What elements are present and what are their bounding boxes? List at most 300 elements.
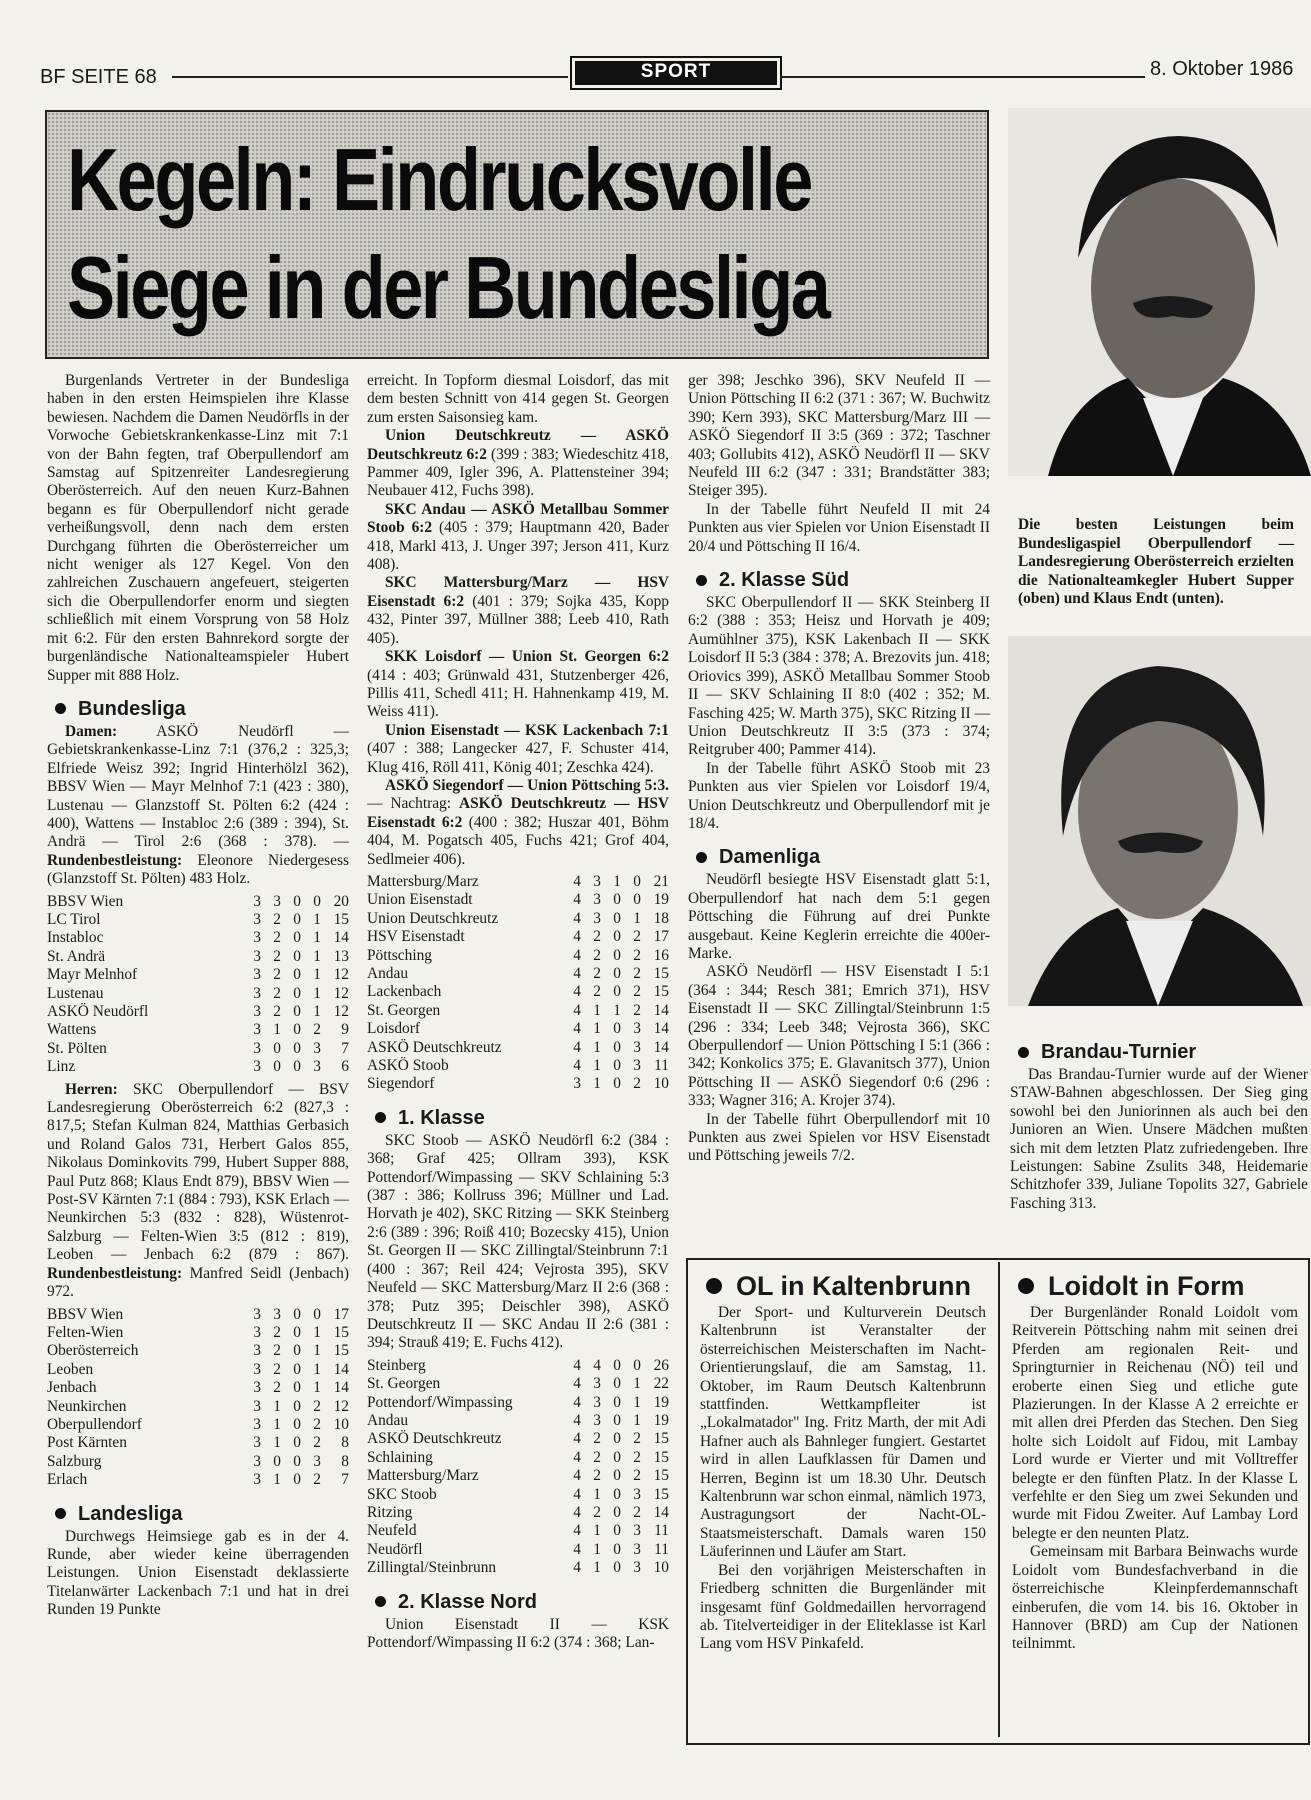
stat-cell: 1	[313, 910, 321, 928]
stat-cell: 0	[273, 1058, 281, 1076]
loidolt-p2: Gemeinsam mit Barbara Beinwachs wurde Loidolt vom Bundesfachverband in die österreichische Kleinpferdemannschaft einberufen, die vom 14. bis 16. Oktober in Hannover (BRD) am Cup der Nationen teilnimmt.	[1012, 1543, 1298, 1653]
stat-cell: 4	[573, 1375, 581, 1393]
headline-line2: Siege in der Bundesliga	[67, 238, 829, 337]
stat-cell: 4	[573, 1540, 581, 1558]
stat-cell: 1	[313, 1342, 321, 1360]
points-cell: 14	[333, 929, 349, 947]
stat-cell: 2	[593, 1448, 601, 1466]
stat-cell: 3	[573, 1075, 581, 1093]
stat-cell: 2	[313, 1434, 321, 1452]
game-details: (401 : 379; Sojka 435, Kopp 432, Pinter 397, Müllner 388; Leeb 410, Rath 405).	[367, 592, 669, 647]
table-row	[47, 1040, 349, 1058]
team-name: Steinberg	[367, 1356, 426, 1374]
table-row	[367, 910, 669, 928]
brandau-text: Das Brandau-Turnier wurde auf der Wiener STAW-Bahnen abgeschlossen. Der Sieg ging sowohl bei den Juniorinnen als auch bei den Junioren an Wien. Unsere Mädchen mußten sich mit dem letzten Platz zufriedengeben. Ihre Leistungen: Sabine Zsulits 348, Heidemarie Schitzhofer 339, Juliane Topolits 327, Gabriele Fasching 313.	[1010, 1066, 1308, 1212]
table-row	[47, 1058, 349, 1076]
klasse1-text: SKC Stoob — ASKÖ Neudörfl 6:2 (384 : 368; Graf 425; Ollram 393), KSK Pottendorf/Wimpassing — SKV Schlaining 5:3 (387 : 386; Kollruss 396; Müllner und Lad. Horvath je 402), SKC Ritzing — SKK Steinberg 2:6 (389 : 396; Roiß 410; Bozecsky 415), Union St. Georgen II — SKC Zillingtal/Steinbrunn 7:1 (400 : 367; Reil 424; Vejrosta 395), SKV Neufeld — SKC Mattersburg/Marz II 2:6 (368 : 378; Putz 395; Deischler 398), ASKÖ Deutschkreutz II — SKC Andau II 2:6 (381 : 394; Strauß 419; E. Fuchs 412).	[367, 1131, 669, 1352]
stat-cell: 2	[633, 946, 641, 964]
stat-cell: 1	[313, 947, 321, 965]
team-name: Oberösterreich	[47, 1342, 139, 1360]
header-rule-left	[172, 76, 568, 78]
portrait-image	[1008, 636, 1311, 1006]
stat-cell: 3	[253, 947, 261, 965]
table-row	[47, 948, 349, 966]
stat-cell: 4	[573, 909, 581, 927]
stat-cell: 2	[313, 1415, 321, 1433]
points-cell: 10	[653, 1559, 669, 1577]
stat-cell: 4	[573, 946, 581, 964]
game6-title: ASKÖ Siegendorf — Union Pöttsching 5:3.	[385, 776, 669, 794]
table-row	[47, 1003, 349, 1021]
stat-cell: 3	[253, 910, 261, 928]
team-name: Mattersburg/Marz	[367, 1467, 479, 1485]
table-row	[47, 985, 349, 1003]
team-name: St. Andrä	[47, 947, 106, 965]
table-row	[367, 1504, 669, 1522]
stat-cell: 0	[313, 892, 321, 910]
stat-cell: 3	[253, 1452, 261, 1470]
team-name: St. Georgen	[367, 1001, 441, 1019]
stat-cell: 0	[293, 1039, 301, 1057]
table-row	[367, 1412, 669, 1430]
stat-cell: 3	[253, 1323, 261, 1341]
klasse2-sued-heading	[688, 568, 990, 592]
team-name: ASKÖ Deutschkreutz	[367, 1038, 502, 1056]
stat-cell: 3	[633, 1020, 641, 1038]
game-details: (399 : 383; Wiedeschitz 418, Pammer 409, Igler 396, A. Plattensteiner 394; Neubauer 412, Fuchs 398).	[367, 445, 669, 500]
section-label-box	[570, 56, 782, 90]
klasse2-sued-title: 2. Klasse Süd	[719, 569, 850, 592]
table-row	[47, 1416, 349, 1434]
stat-cell: 0	[273, 1039, 281, 1057]
table-row	[47, 1471, 349, 1489]
points-cell: 17	[333, 1305, 349, 1323]
col3-continuation: ger 398; Jeschko 396), SKV Neufeld II — Union Pöttsching II 6:2 (371 : 367; W. Buchwitz 390; Kern 393), SKC Mattersburg/Marz III — ASKÖ Siegendorf II 3:5 (369 : 372; Taschner 403; Gollubits 412), ASKÖ Neudörfl II — SKV Neufeld III 6:2 (347 : 331; Brandstätter 383; Steiger 395).	[688, 372, 990, 500]
klasse2-nord-title: 2. Klasse Nord	[398, 1590, 537, 1613]
points-cell: 14	[653, 1038, 669, 1056]
bullet-icon	[696, 852, 707, 863]
stat-cell: 0	[273, 1452, 281, 1470]
headline-line1: Kegeln: Eindrucksvolle	[67, 130, 811, 229]
column-2	[367, 372, 669, 1652]
table-row	[367, 1467, 669, 1485]
table-row	[367, 1057, 669, 1075]
team-name: Neufeld	[367, 1522, 417, 1540]
table-row	[367, 1075, 669, 1093]
stat-cell: 2	[633, 965, 641, 982]
photo-hubert-supper	[1008, 108, 1311, 476]
stat-cell: 1	[593, 1559, 601, 1577]
stat-cell: 0	[613, 1038, 621, 1056]
table-row	[367, 947, 669, 965]
stat-cell: 3	[593, 891, 601, 909]
team-name: LC Tirol	[47, 910, 101, 928]
klasse2-nord-text: Union Eisenstadt II — KSK Pottendorf/Wimpassing II 6:2 (374 : 368; Lan-	[367, 1615, 669, 1651]
photo-caption: Die besten Leistungen beim Bundesligaspiel Oberpullendorf — Landesregierung Oberösterreich erzielten die Nationalteamkegler Hubert Supper (oben) und Klaus Endt (unten).	[1018, 516, 1294, 608]
ol-heading	[700, 1270, 986, 1302]
team-name: Oberpullendorf	[47, 1415, 142, 1433]
bullet-icon	[1018, 1278, 1034, 1294]
table-row	[47, 1021, 349, 1039]
points-cell: 9	[341, 1021, 349, 1039]
stat-cell: 0	[293, 1305, 301, 1323]
stat-cell: 1	[633, 1393, 641, 1411]
stat-cell: 2	[593, 1430, 601, 1448]
box-divider	[998, 1262, 1000, 1737]
table-row	[367, 983, 669, 1001]
team-name: ASKÖ Deutschkreutz	[367, 1430, 502, 1448]
damen-standings-table	[47, 893, 349, 1077]
points-cell: 26	[653, 1356, 669, 1374]
stat-cell: 0	[613, 1393, 621, 1411]
herren-best: Manfred Seidl (Jenbach) 972.	[47, 1264, 349, 1301]
stat-cell: 2	[633, 983, 641, 1001]
stat-cell: 1	[613, 872, 621, 890]
damenliga-p2: ASKÖ Neudörfl — HSV Eisenstadt I 5:1 (364 : 344; Resch 381; Emrich 371), HSV Eisenstadt II — SKC Zillingtal/Steinbrunn 1:5 (296 : 334; Leeb 348; Vejrosta 366), SKC Oberpullendorf — Union Pöttsching I 5:1 (366 : 342; Konkolics 375; E. Glavanitsch 377), Union Pöttsching II — ASKÖ Siegendorf 0:6 (296 : 333; Wagner 316; A. Krojer 374).	[688, 963, 990, 1110]
stat-cell: 3	[253, 1471, 261, 1489]
table-row	[47, 966, 349, 984]
points-cell: 14	[333, 1379, 349, 1397]
stat-cell: 0	[613, 1430, 621, 1448]
damenliga-p3: In der Tabelle führt Oberpullendorf mit 10 Punkten aus zwei Spielen vor HSV Eisenstadt und Pöttsching jeweils 7/2.	[688, 1110, 990, 1165]
points-cell: 14	[653, 1503, 669, 1521]
klasse1-heading	[367, 1106, 669, 1130]
stat-cell: 0	[293, 1434, 301, 1452]
game-title: SKC Andau — ASKÖ Metallbau Sommer Stoob 6:2	[367, 500, 669, 537]
bundesliga-title: Bundesliga	[78, 697, 186, 720]
game-details: (405 : 379; Hauptmann 420, Bader 418, Markl 413, J. Unger 397; Jerson 411, Kurz 408).	[367, 519, 669, 574]
table-row	[47, 929, 349, 947]
table-row	[47, 1434, 349, 1452]
stat-cell: 1	[593, 1522, 601, 1540]
stat-cell: 2	[273, 1360, 281, 1378]
stat-cell: 0	[293, 1058, 301, 1076]
loidolt-title: Loidolt in Form	[1048, 1271, 1245, 1301]
stat-cell: 3	[253, 892, 261, 910]
points-cell: 11	[654, 1522, 669, 1540]
stat-cell: 0	[293, 966, 301, 984]
col2-continuation: erreicht. In Topform diesmal Loisdorf, das mit dem besten Schnitt von 414 gegen St. Georgen zum ersten Saisonsieg kam.	[367, 372, 669, 426]
table-row	[367, 965, 669, 983]
damenliga-p1: Neudörfl besiegte HSV Eisenstadt glatt 5:1, Oberpullendorf hat nach dem 5:1 gegen Pöttsching die Führung auf drei Punkte ausgebaut. Keine Keglerin erreichte die 400er-Marke.	[688, 871, 990, 962]
points-cell: 14	[653, 1001, 669, 1019]
stat-cell: 3	[253, 1342, 261, 1360]
stat-cell: 0	[613, 1411, 621, 1429]
stat-cell: 2	[593, 983, 601, 1001]
table-row	[367, 1449, 669, 1467]
stat-cell: 0	[633, 872, 641, 890]
points-cell: 12	[333, 1003, 349, 1020]
team-name: Andau	[367, 965, 409, 982]
points-cell: 12	[333, 984, 349, 1002]
loidolt-heading	[1012, 1270, 1298, 1302]
stat-cell: 2	[593, 1467, 601, 1485]
loidolt-p1: Der Burgenländer Ronald Loidolt vom Reitverein Pöttsching nahm mit seinen drei Pferden am regionalen Reit- und Springturnier in Reichenau (NÖ) teil und eroberte einen Sieg und etliche gute Plazierungen. In der Klasse A 2 erreichte er mit allen drei Pferden das Stechen. Den Sieg holte sich Loidolt auf Fidou, mit Lambay Lord wurde er Vierter und mit Volltreffer belegte er den fünften Platz. In der Klasse L verfehlte er den Sieg um zwei Sekunden und wurde mit Fidou Zweiter. Auf Lambay Lord belegte er den neunten Platz.	[1012, 1304, 1298, 1542]
stat-cell: 1	[273, 1415, 281, 1433]
game-title: Union Deutschkreutz — ASKÖ Deutschkreutz 6:2	[367, 427, 669, 463]
points-cell: 12	[333, 1397, 349, 1415]
ol-title: OL in Kaltenbrunn	[736, 1271, 971, 1301]
stat-cell: 0	[613, 909, 621, 927]
stat-cell: 1	[273, 1397, 281, 1415]
stat-cell: 2	[273, 1342, 281, 1360]
game-result	[367, 722, 669, 777]
team-name: HSV Eisenstadt	[367, 928, 465, 946]
stat-cell: 2	[633, 1001, 641, 1019]
stat-cell: 1	[593, 1038, 601, 1056]
stat-cell: 2	[273, 1323, 281, 1341]
ol-p1: Der Sport- und Kulturverein Deutsch Kaltenbrunn ist Veranstalter der österreichischen Meisterschaften im Nacht-Orientierungslauf, die am Samstag, 11. Oktober, im Raum Deutsch Kaltenbrunn stattfinden. Wettkampfleiter ist „Lokalmatador" Ing. Fritz Marth, der mit Adi Hafner auch als Bahnleger fungiert. Gestartet wird in allen Laufklassen für Damen und Herren, Beginn ist um 18.30 Uhr. Deutsch Kaltenbrunn war schon einmal, nämlich 1973, Austragungsort der Nacht-OL-Staatsmeisterschaft. Damals waren 150 Läuferinnen und Läufer am Start.	[700, 1304, 986, 1561]
table-row	[367, 1486, 669, 1504]
stat-cell: 0	[613, 928, 621, 946]
points-cell: 15	[653, 1430, 669, 1448]
table-row	[367, 1357, 669, 1375]
stat-cell: 2	[313, 1021, 321, 1039]
stat-cell: 0	[613, 983, 621, 1001]
stat-cell: 2	[313, 1471, 321, 1489]
team-name: Zillingtal/Steinbrunn	[367, 1559, 497, 1577]
stat-cell: 0	[613, 965, 621, 982]
stat-cell: 3	[253, 1415, 261, 1433]
team-name: Schlaining	[367, 1448, 433, 1466]
team-name: Union Deutschkreutz	[367, 909, 499, 927]
team-name: Pottendorf/Wimpassing	[367, 1393, 513, 1411]
points-cell: 11	[654, 1540, 669, 1558]
klasse1-standings-table	[367, 1357, 669, 1578]
team-name: Instabloc	[47, 929, 104, 947]
game6-nachtrag: — Nachtrag:	[367, 795, 459, 813]
stat-cell: 1	[313, 1360, 321, 1378]
points-cell: 15	[653, 1485, 669, 1503]
stat-cell: 4	[573, 1393, 581, 1411]
stat-cell: 3	[253, 929, 261, 947]
stat-cell: 0	[293, 1323, 301, 1341]
stat-cell: 3	[253, 1039, 261, 1057]
ol-p2: Bei den vorjährigen Meisterschaften in Friedberg schnitten die Burgenländer mit insgesamt fünf Goldmedaillen hervorragend ab. Titelverteidiger in der Eliteklasse ist Karl Lang vom HSV Pinkafeld.	[700, 1561, 986, 1653]
stat-cell: 0	[613, 946, 621, 964]
stat-cell: 0	[293, 1021, 301, 1039]
table-row	[367, 1430, 669, 1448]
team-name: Andau	[367, 1411, 409, 1429]
stat-cell: 2	[633, 1075, 641, 1093]
article-ol-kaltenbrunn	[700, 1266, 986, 1654]
stat-cell: 2	[593, 965, 601, 982]
table-row	[367, 1522, 669, 1540]
points-cell: 19	[653, 1411, 669, 1429]
stat-cell: 4	[573, 1485, 581, 1503]
stat-cell: 1	[593, 1001, 601, 1019]
stat-cell: 4	[573, 983, 581, 1001]
stat-cell: 3	[633, 1038, 641, 1056]
points-cell: 21	[653, 872, 669, 890]
stat-cell: 2	[273, 929, 281, 947]
points-cell: 20	[333, 892, 349, 910]
points-cell: 15	[653, 1467, 669, 1485]
stat-cell: 1	[313, 966, 321, 984]
stat-cell: 0	[613, 1448, 621, 1466]
stat-cell: 0	[613, 1075, 621, 1093]
herren-best-label: Rundenbestleistung:	[47, 1264, 183, 1282]
stat-cell: 3	[253, 1434, 261, 1452]
table-row	[47, 1453, 349, 1471]
team-name: Lustenau	[47, 984, 104, 1002]
team-name: Erlach	[47, 1471, 88, 1489]
herren-standings-table	[47, 1306, 349, 1490]
team-name: Pöttsching	[367, 946, 432, 964]
stat-cell: 3	[593, 872, 601, 890]
stat-cell: 3	[313, 1452, 321, 1470]
stat-cell: 2	[633, 928, 641, 946]
herren-label: Herren:	[65, 1080, 118, 1098]
points-cell: 15	[333, 910, 349, 928]
issue-date: 8. Oktober 1986	[1150, 58, 1294, 80]
team-name: Ritzing	[367, 1503, 413, 1521]
stat-cell: 1	[313, 984, 321, 1002]
team-name: Salzburg	[47, 1452, 102, 1470]
stat-cell: 1	[273, 1021, 281, 1039]
brandau-title: Brandau-Turnier	[1041, 1041, 1197, 1063]
team-name: Lackenbach	[367, 983, 442, 1001]
stat-cell: 3	[633, 1559, 641, 1577]
page-label: BF SEITE 68	[40, 66, 157, 88]
stat-cell: 1	[613, 1001, 621, 1019]
team-name: BBSV Wien	[47, 892, 124, 910]
stat-cell: 0	[613, 1522, 621, 1540]
team-name: Leoben	[47, 1360, 94, 1378]
stat-cell: 1	[313, 1323, 321, 1341]
herren-results: SKC Oberpullendorf — BSV Landesregierung Oberösterreich 6:2 (827,3 : 817,5; Stefan Kulman 824, Matthias Gerbasich und Roland Galos 731, Herbert Galos 855, Nikolaus Dominkovits 799, Hubert Supper 888, Paul Putz 868; Klaus Endt 879), BBSV Wien — Post-SV Kärnten 7:1 (884 : 793), KSK Erlach — Neunkirchen 5:3 (832 : 828), Wüstenrot-Salzburg — Felten-Wien 3:5 (812 : 819), Leoben — Jenbach 6:2 (879 : 867).	[47, 1080, 349, 1264]
team-name: Neunkirchen	[47, 1397, 127, 1415]
points-cell: 14	[653, 1020, 669, 1038]
stat-cell: 4	[573, 1001, 581, 1019]
points-cell: 12	[333, 966, 349, 984]
stat-cell: 4	[573, 1020, 581, 1038]
team-name: ASKÖ Neudörfl	[47, 1003, 149, 1020]
stat-cell: 3	[273, 1305, 281, 1323]
stat-cell: 2	[593, 946, 601, 964]
stat-cell: 0	[293, 1471, 301, 1489]
stat-cell: 3	[633, 1485, 641, 1503]
sued-text: SKC Oberpullendorf II — SKK Steinberg II 6:2 (388 : 353; Heisz und Horvath je 409; Aumühlner 375), KSK Lakenbach II — SKK Loisdorf II 5:3 (384 : 378; A. Brezovits jun. 418; Oriovics 399), ASKÖ Metallbau Sommer Stoob II — SKV Schlaining II 8:0 (402 : 352; M. Fasching 425; W. Marth 375), SKC Ritzing II — Union Deutschkreutz II 3:5 (373 : 374; Reitgruber 400; Pammer 414).	[688, 594, 990, 759]
landesliga-heading	[47, 1502, 349, 1526]
stat-cell: 3	[633, 1540, 641, 1558]
points-cell: 10	[653, 1075, 669, 1093]
klasse1-title: 1. Klasse	[398, 1106, 485, 1129]
stat-cell: 2	[313, 1397, 321, 1415]
stat-cell: 3	[633, 1522, 641, 1540]
stat-cell: 0	[293, 892, 301, 910]
klasse2-nord-heading	[367, 1590, 669, 1614]
stat-cell: 4	[573, 1356, 581, 1374]
points-cell: 14	[333, 1360, 349, 1378]
team-name: Mattersburg/Marz	[367, 872, 479, 890]
game-details: (414 : 403; Grünwald 431, Stutzenberger 426, Pillis 411, Schedl 411; H. Hahnenkamp 419, M. Weiss 411).	[367, 666, 669, 721]
stat-cell: 0	[293, 1360, 301, 1378]
column-1	[47, 372, 349, 1620]
stat-cell: 0	[613, 1356, 621, 1374]
points-cell: 11	[654, 1057, 669, 1075]
stat-cell: 1	[273, 1434, 281, 1452]
team-name: Wattens	[47, 1021, 97, 1039]
bullet-icon	[706, 1278, 722, 1294]
stat-cell: 1	[313, 929, 321, 947]
stat-cell: 3	[253, 1360, 261, 1378]
table-row	[47, 893, 349, 911]
team-name: Union Eisenstadt	[367, 891, 473, 909]
stat-cell: 1	[633, 1375, 641, 1393]
stat-cell: 2	[273, 947, 281, 965]
damen-best-label: Rundenbestleistung:	[47, 851, 183, 869]
bullet-icon	[696, 575, 707, 586]
stat-cell: 0	[293, 929, 301, 947]
sued-tabelle: In der Tabelle führt ASKÖ Stoob mit 23 Punkten aus vier Spielen vor Loisdorf 19/4, Union Deutschkreutz und Oberpullendorf mit je 18/4.	[688, 759, 990, 832]
bullet-icon	[55, 1508, 66, 1519]
table-row	[367, 1559, 669, 1577]
stat-cell: 0	[613, 891, 621, 909]
game7-text: (400 : 382; Huszar 401, Böhm 404, M. Pogatsch 405, Fuchs 421; Grof 404, Sedlmeier 406).	[367, 813, 669, 868]
column-4	[1010, 1040, 1308, 1213]
stat-cell: 1	[313, 1003, 321, 1020]
table-row	[47, 1306, 349, 1324]
team-name: Loisdorf	[367, 1020, 421, 1038]
nord-tabelle: In der Tabelle führt Neufeld II mit 24 Punkten aus vier Spielen vor Union Eisenstadt II 20/4 und Pöttsching II 16/4.	[688, 500, 990, 555]
stat-cell: 3	[593, 1375, 601, 1393]
stat-cell: 1	[633, 1411, 641, 1429]
game-result	[367, 574, 669, 648]
stat-cell: 0	[613, 1559, 621, 1577]
landesliga-standings-table	[367, 873, 669, 1094]
stat-cell: 2	[273, 1379, 281, 1397]
stat-cell: 3	[273, 892, 281, 910]
stat-cell: 0	[293, 1397, 301, 1415]
landesliga-text: Durchwegs Heimsiege gab es in der 4. Runde, aber wieder keine überragenden Leistungen. Union Eisenstadt deklassierte Titelanwärter Lackenbach 7:1 und hat in drei Runden 19 Punkte	[47, 1527, 349, 1619]
stat-cell: 3	[253, 1003, 261, 1020]
game7-title: ASKÖ Deutschkreutz — HSV Eisenstadt 6:2	[367, 795, 670, 831]
game-title: Union Eisenstadt — KSK Lackenbach 7:1	[385, 721, 669, 739]
stat-cell: 0	[293, 1342, 301, 1360]
stat-cell: 0	[633, 1356, 641, 1374]
headline	[67, 126, 829, 342]
stat-cell: 4	[573, 1467, 581, 1485]
stat-cell: 0	[293, 984, 301, 1002]
team-name: Jenbach	[47, 1379, 97, 1397]
game-result	[367, 648, 669, 722]
points-cell: 15	[653, 1448, 669, 1466]
team-name: BBSV Wien	[47, 1305, 124, 1323]
table-row	[367, 891, 669, 909]
intro-paragraph: Burgenlands Vertreter in der Bundesliga haben in den ersten Heimspielen ihre Klasse bewiesen. Nachdem die Damen Neudörfls in der Vorwoche Gebietskrankenkasse-Linz mit 7:1 von der Bahn fegten, traf Oberpullendorf am Samstag auf Spitzenreiter Landesregierung Oberösterreich. Auf den neuen Kurz-Bahnen begann es für Oberpullendorf nicht gerade verheißungsvoll, denn nach dem ersten Durchgang führten die Oberösterreicher um nicht weniger als 127 Kegel. Von den zahlreichen Zuschauern angefeuert, steigerten sich die Oberpullendorfer enorm und siegten schließlich mit einem Vorsprung von 58 Holz mit 6:2. Für den ersten Bahnrekord sorgte der burgenländische Nationalteamspieler Hubert Supper mit 888 Holz.	[47, 372, 349, 684]
table-row	[367, 1375, 669, 1393]
stat-cell: 3	[593, 1411, 601, 1429]
stat-cell: 2	[593, 928, 601, 946]
stat-cell: 1	[593, 1540, 601, 1558]
stat-cell: 0	[613, 1467, 621, 1485]
stat-cell: 3	[313, 1039, 321, 1057]
table-row	[367, 873, 669, 891]
bullet-icon	[375, 1112, 386, 1123]
stat-cell: 2	[273, 1003, 281, 1020]
table-row	[367, 1541, 669, 1559]
team-name: Post Kärnten	[47, 1434, 127, 1452]
stat-cell: 0	[293, 1379, 301, 1397]
team-name: St. Pölten	[47, 1039, 107, 1057]
damen-label: Damen:	[65, 722, 118, 740]
table-row	[47, 1324, 349, 1342]
damenliga-title: Damenliga	[719, 846, 821, 869]
stat-cell: 3	[633, 1057, 641, 1075]
stat-cell: 1	[633, 909, 641, 927]
table-row	[367, 1002, 669, 1020]
